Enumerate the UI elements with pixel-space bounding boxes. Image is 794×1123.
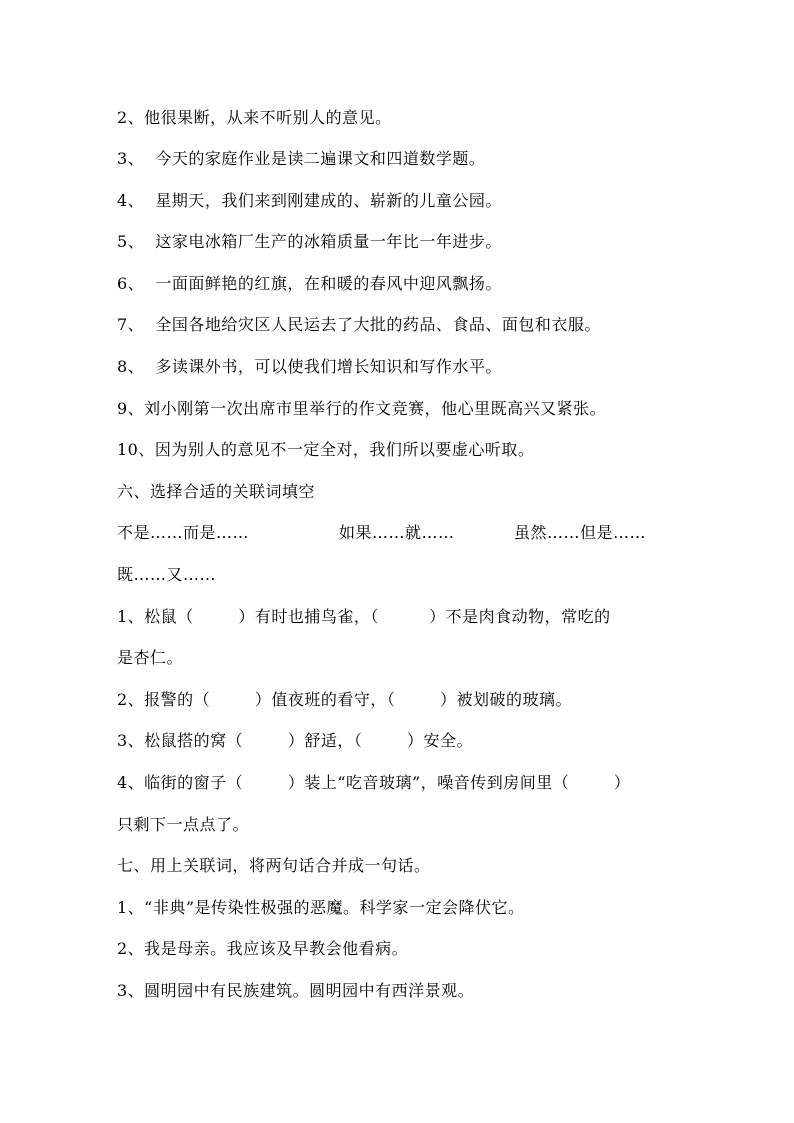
sentence-item-4: 4、 星期天，我们来到刚建成的、崭新的儿童公园。 [117, 191, 502, 210]
fill-question-1: 1、松鼠（ ）有时也捕鸟雀，（ ）不是肉食动物，常吃的 [117, 607, 611, 626]
word-bank-item: 如果……就…… [339, 523, 455, 542]
combine-item-1: 1、“非典”是传染性极强的恶魔。科学家一定会降伏它。 [117, 898, 525, 917]
section6-heading: 六、选择合适的关联词填空 [117, 482, 316, 501]
combine-item-3: 3、圆明园中有民族建筑。圆明园中有西洋景观。 [117, 981, 475, 1000]
sentence-item-7: 7、 全国各地给灾区人民运去了大批的药品、食品、面包和衣服。 [117, 315, 601, 334]
fill-question-4: 4、临街的窗子（ ）装上“吃音玻璃”，噪音传到房间里（ ） [117, 773, 631, 792]
word-bank-row [117, 523, 677, 543]
section7-heading: 七、用上关联词，将两句话合并成一句话。 [117, 856, 431, 875]
sentence-item-6: 6、 一面面鲜艳的红旗，在和暖的春风中迎风飘扬。 [117, 274, 502, 293]
fill-question-4-cont: 只剩下一点点了。 [117, 815, 250, 834]
word-bank-item: 不是……而是…… [117, 523, 250, 542]
sentence-item-3: 3、 今天的家庭作业是读二遍课文和四道数学题。 [117, 149, 486, 168]
sentence-item-8: 8、 多读课外书，可以使我们增长知识和写作水平。 [117, 357, 502, 376]
word-bank-item: 虽然……但是…… [514, 523, 647, 542]
sentence-item-5: 5、 这家电冰箱厂生产的冰箱质量一年比一年进步。 [117, 232, 502, 251]
sentence-item-2: 2、他很果断，从来不听别人的意见。 [117, 108, 392, 127]
fill-question-3: 3、松鼠搭的窝（ ）舒适，（ ）安全。 [117, 731, 474, 750]
word-bank-item: 既……又…… [117, 565, 217, 584]
sentence-item-10: 10、因为别人的意见不一定全对，我们所以要虚心听取。 [117, 440, 535, 459]
fill-question-2: 2、报警的（ ）值夜班的看守，（ ）被划破的玻璃。 [117, 690, 573, 709]
combine-item-2: 2、我是母亲。我应该及早教会他看病。 [117, 939, 409, 958]
sentence-item-9: 9、刘小刚第一次出席市里举行的作文竞赛，他心里既高兴又紧张。 [117, 399, 607, 418]
fill-question-1-cont: 是杏仁。 [117, 648, 184, 667]
